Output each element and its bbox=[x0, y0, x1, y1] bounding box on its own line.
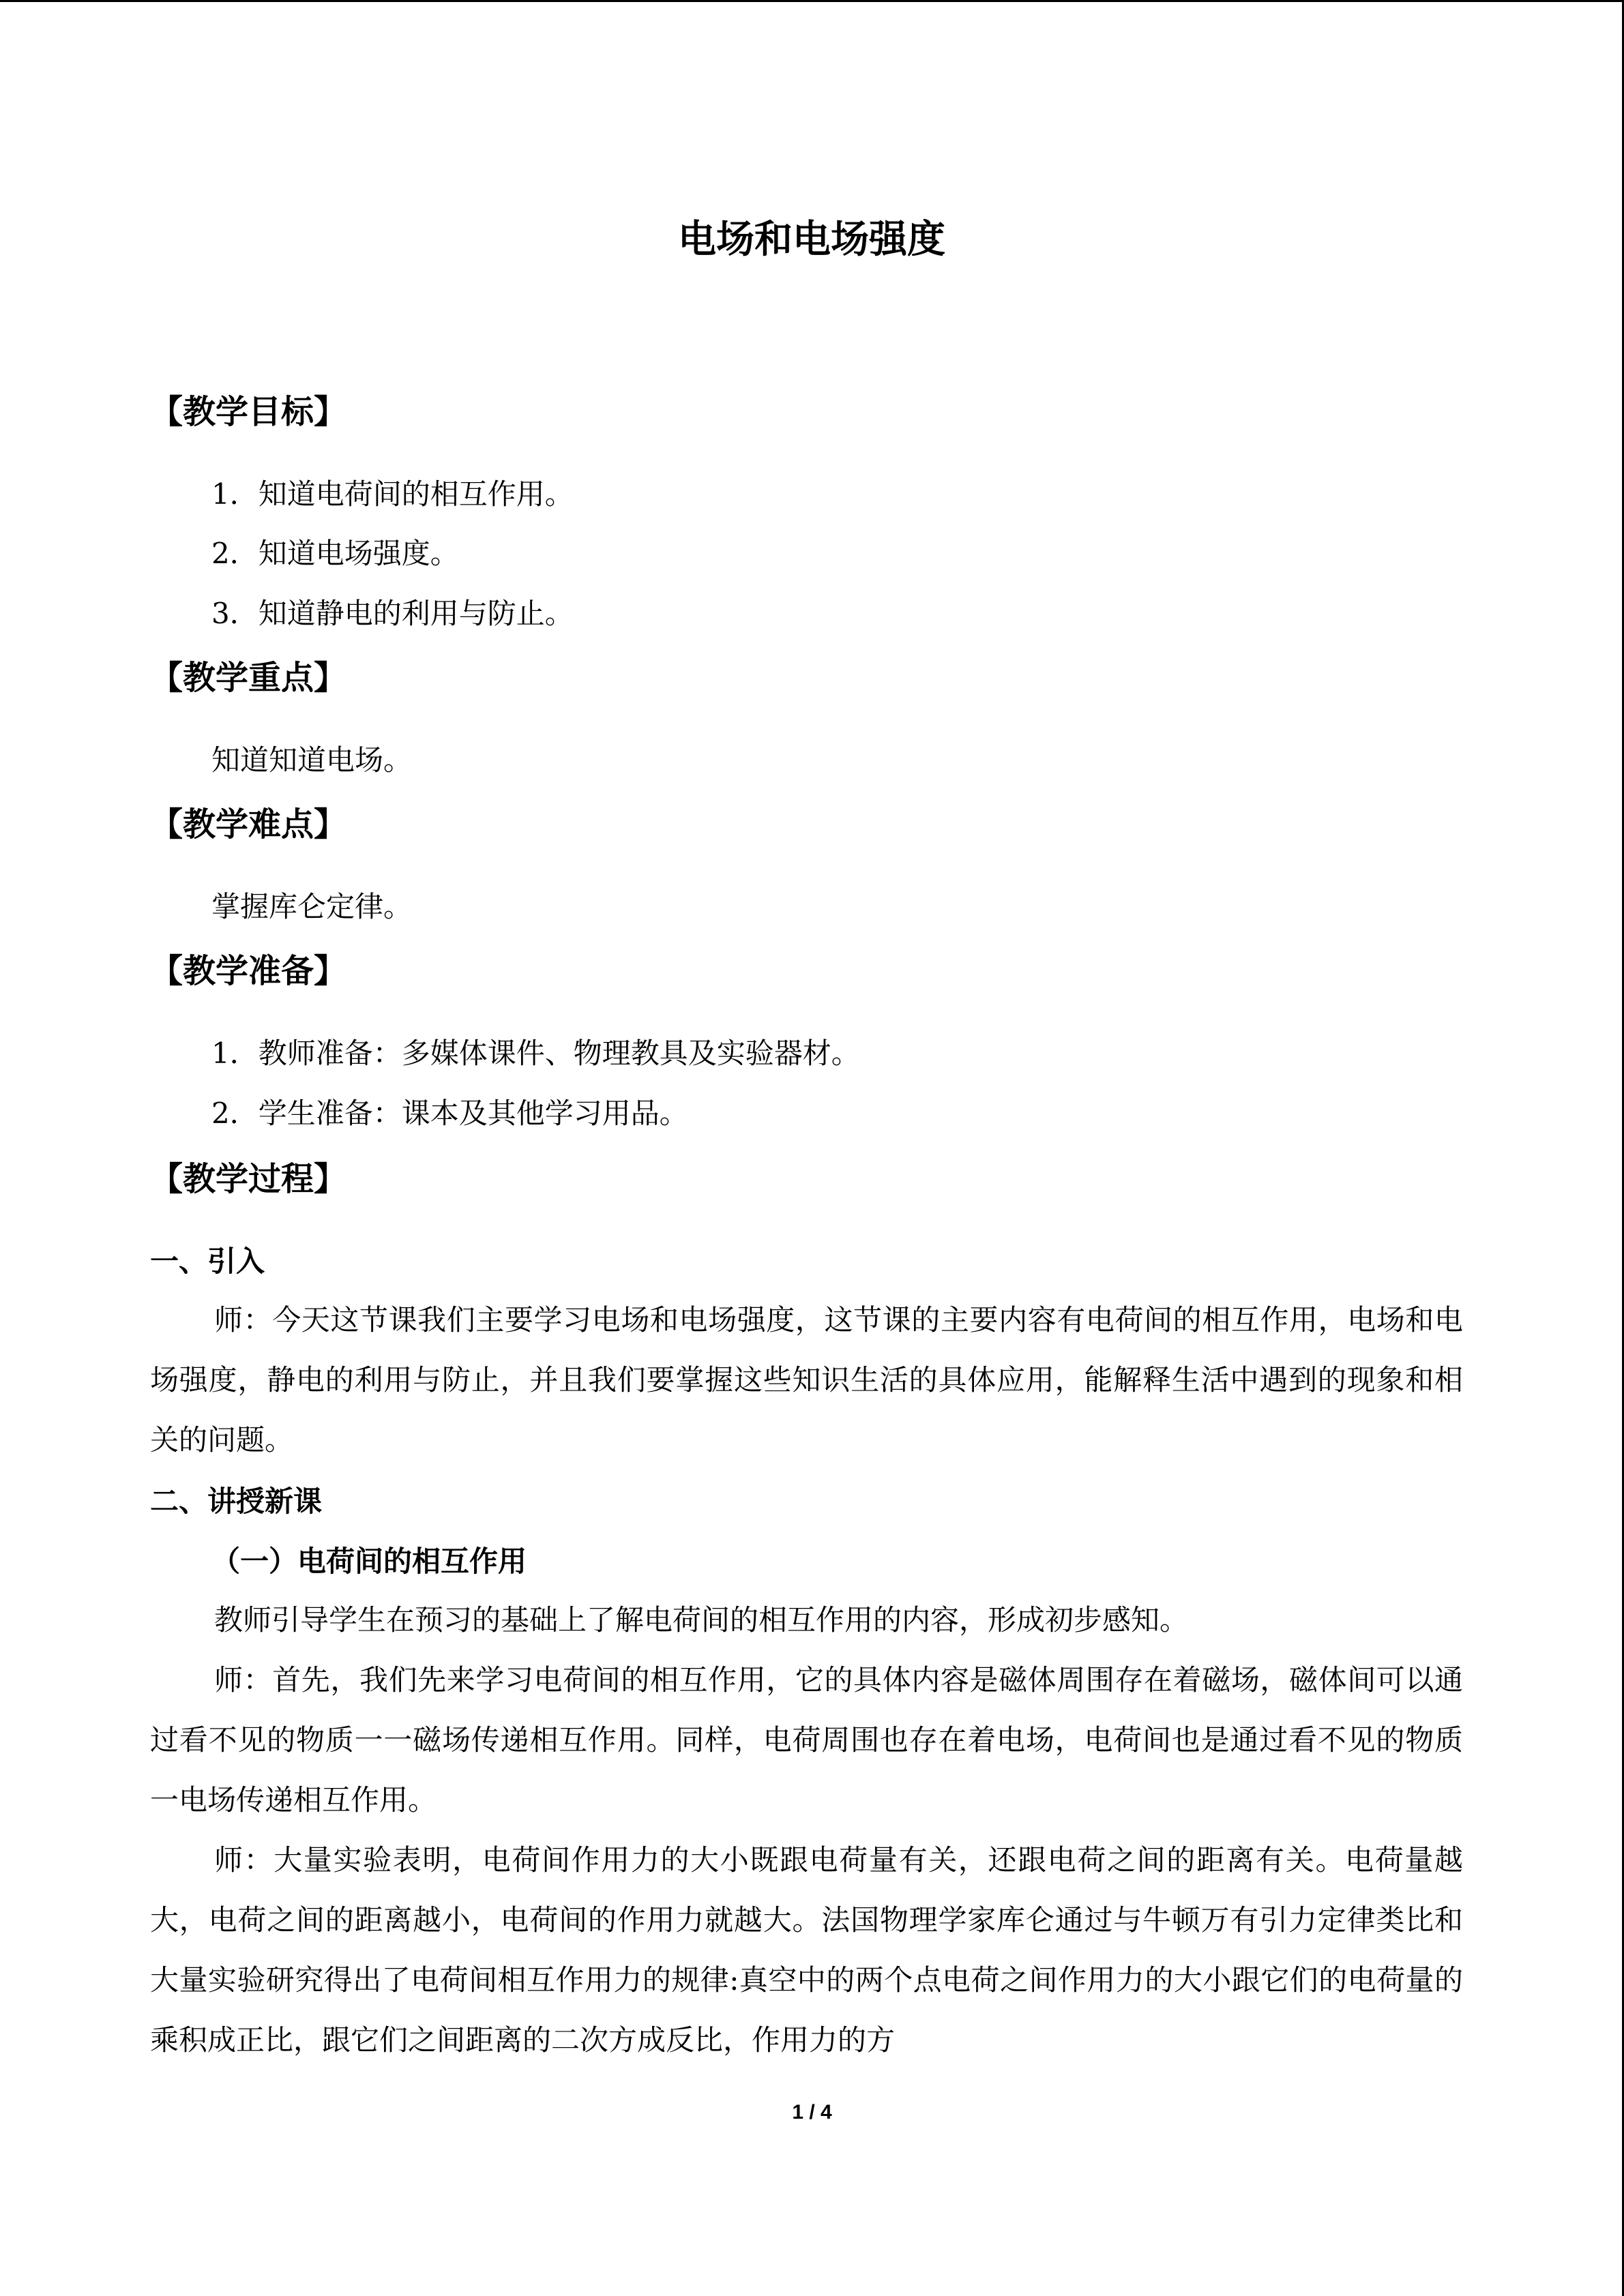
preparation-item: 1．教师准备：多媒体课件、物理教具及实验器材。 bbox=[211, 1037, 860, 1070]
section-heading-process: 【教学过程】 bbox=[150, 1160, 347, 1198]
goal-item: 2．知道电场强度。 bbox=[211, 537, 459, 570]
lesson-paragraph: 师：首先，我们先来学习电荷间的相互作用，它的具体内容是磁体周围存在着磁场，磁体间可以通过看不见的物质一一磁场传递相互作用。同样，电荷周围也存在着电场，电荷间也是通过看不见的物质一电场传递相互作用。 bbox=[150, 1663, 1463, 1817]
new-lesson-heading: 二、讲授新课 bbox=[150, 1485, 323, 1518]
section-heading-difficulties: 【教学难点】 bbox=[150, 805, 347, 844]
section-heading-goals: 【教学目标】 bbox=[150, 393, 347, 431]
page-title: 电场和电场强度 bbox=[678, 218, 945, 262]
intro-paragraph: 师：今天这节课我们主要学习电场和电场强度，这节课的主要内容有电荷间的相互作用，电场和电场强度，静电的利用与防止，并且我们要掌握这些知识生活的具体应用，能解释生活中遇到的现象和相关的问题。 bbox=[150, 1303, 1463, 1457]
goal-item: 1．知道电荷间的相互作用。 bbox=[211, 477, 574, 511]
lesson-paragraph: 教师引导学生在预习的基础上了解电荷间的相互作用的内容，形成初步感知。 bbox=[214, 1603, 1189, 1637]
preparation-item: 2．学生准备：课本及其他学习用品。 bbox=[211, 1097, 688, 1130]
section-heading-key-points: 【教学重点】 bbox=[150, 659, 347, 697]
page-number: 1 / 4 bbox=[792, 2101, 832, 2123]
key-points-text: 知道知道电场。 bbox=[211, 743, 413, 777]
part1-heading: （一）电荷间的相互作用 bbox=[211, 1545, 527, 1578]
page-border-top bbox=[0, 0, 1624, 2]
lesson-paragraph: 师：大量实验表明，电荷间作用力的大小既跟电荷量有关，还跟电荷之间的距离有关。电荷量越大，电荷之间的距离越小，电荷间的作用力就越大。法国物理学家库仑通过与牛顿万有引力定律类比和大量实验研究得出了电荷间相互作用力的规律:真空中的两个点电荷之间作用力的大小跟它们的电荷量的乘积成正比，跟它们之间距离的二次方成反比，作用力的方 bbox=[150, 1843, 1463, 2057]
goal-item: 3．知道静电的利用与防止。 bbox=[211, 597, 574, 630]
section-heading-preparation: 【教学准备】 bbox=[150, 952, 347, 990]
difficulties-text: 掌握库仑定律。 bbox=[211, 890, 413, 923]
intro-heading: 一、引入 bbox=[150, 1244, 265, 1278]
